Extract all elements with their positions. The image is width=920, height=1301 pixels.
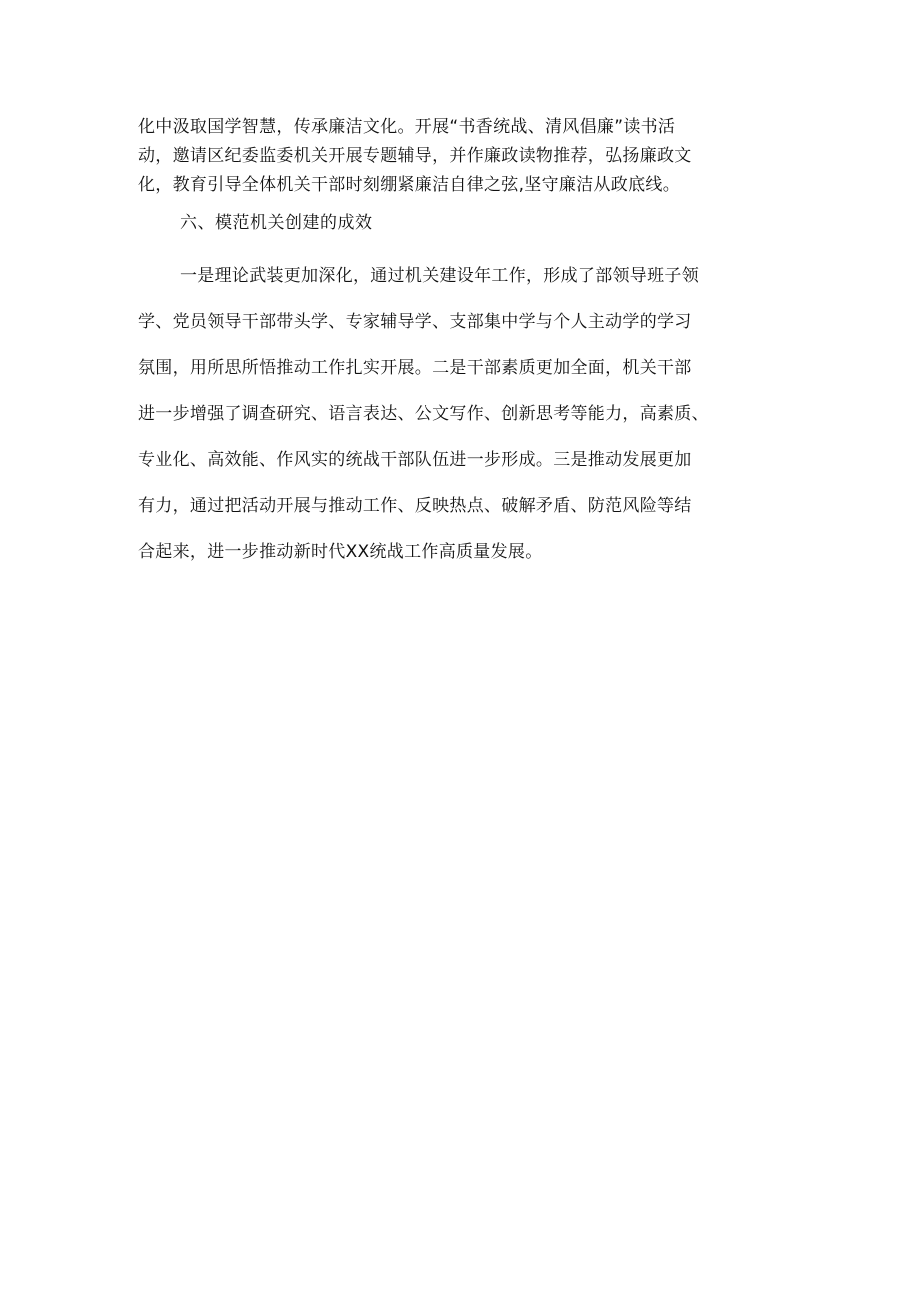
paragraph-culture	[138, 113, 798, 200]
paragraph-line: 一是理论武装更加深化，通过机关建设年工作，形成了部领导班子领	[180, 266, 699, 286]
paragraph-line: 合起来，进一步推动新时代XX统战工作高质量发展。	[138, 542, 543, 562]
paragraph-line: 化中汲取国学智慧，传承廉洁文化。开展“书香统战、清风倡廉”读书活	[138, 117, 676, 137]
paragraph-line: 学、党员领导干部带头学、专家辅导学、支部集中学与个人主动学的学习	[138, 312, 692, 332]
paragraph-line: 专业化、高效能、作风实的统战干部队伍进一步形成。三是推动发展更加	[138, 450, 692, 470]
paragraph-line: 动，邀请区纪委监委机关开展专题辅导，并作廉政读物推荐，弘扬廉政文	[138, 146, 692, 166]
section-heading: 六、模范机关创建的成效	[180, 213, 373, 233]
paragraph-results	[138, 253, 798, 575]
paragraph-line: 有力，通过把活动开展与推动工作、反映热点、破解矛盾、防范风险等结	[138, 496, 692, 516]
paragraph-line: 化，教育引导全体机关干部时刻绷紧廉洁自律之弦,坚守廉洁从政底线。	[138, 175, 681, 195]
paragraph-line: 进一步增强了调查研究、语言表达、公文写作、创新思考等能力，高素质、	[138, 404, 709, 424]
paragraph-line: 氛围，用所思所悟推动工作扎实开展。二是干部素质更加全面，机关干部	[138, 358, 692, 378]
